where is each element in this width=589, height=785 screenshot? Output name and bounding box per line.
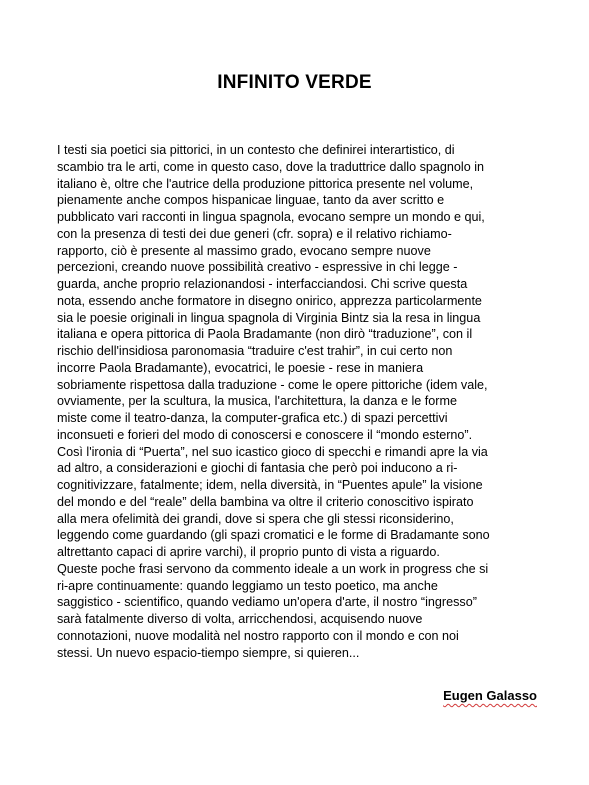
text-line: con la presenza di testi dei due generi (cfr. sopra) e il relativo richiamo- [57, 226, 452, 241]
text-line: sobriamente rispettosa dalla traduzione - come le opere pittoriche (idem vale, [57, 377, 488, 392]
text-line: inconsueti e forieri del modo di conoscersi e conoscere il “mondo esterno”. [57, 427, 473, 442]
text-line: sarà fatalmente diverso di volta, arricchendosi, acquisendo nuove [57, 612, 423, 626]
text-line: ovviamente, per la scultura, la musica, l'architettura, la danza e le forme [57, 394, 457, 409]
text-line: incorre Paola Bradamante), evocatrici, le poesie - rese in maniera [57, 360, 424, 375]
text-line: scambio tra le arti, come in questo caso, dove la traduttrice dallo spagnolo in [57, 159, 485, 174]
text-line: guarda, anche proprio relazionandosi - interfacciandosi. Chi scrive questa [57, 277, 468, 291]
body-paragraph [57, 142, 549, 661]
text-line: rischio dell'insidiosa paronomasia “traduire c'est trahir”, in cui certo non [57, 344, 453, 358]
text-line: saggistico - scientifico, quando vediamo un'opera d'arte, il nostro “ingresso” [57, 595, 477, 610]
text-line: miste come il teatro-danza, la computer-grafica etc.) di spazi percettivi [57, 411, 448, 425]
text-line: connotazioni, nuove modalità nel nostro rapporto con il mondo e con noi [57, 628, 459, 643]
text-line: percezioni, creando nuove possibilità creativo - espressive in chi legge - [57, 260, 458, 275]
text-line: del mondo e del “reale” della bambina va oltre il criterio conoscitivo ispirato [57, 494, 474, 509]
text-line: ad altro, a considerazioni e giochi di fantasia che però poi inducono a ri- [57, 461, 458, 476]
text-line: pienamente anche compos hispanicae linguae, tanto da aver scritto e [57, 193, 445, 208]
text-line: leggendo come guardando (gli spazi cromatici e le forme di Bradamante sono [57, 528, 490, 543]
text-line: Queste poche frasi servono da commento ideale a un work in progress che si [57, 561, 489, 576]
text-line: cognitivizzare, fatalmente; idem, nella diversità, in “Puentes apule” la visione [57, 478, 483, 492]
text-line: italiana e opera pittorica di Paola Bradamante (non dirò “traduzione”, con il [57, 327, 473, 342]
text-line: Così l'ironia di “Puerta”, nel suo icastico gioco di specchi e rimandi apre la via [57, 444, 488, 459]
document-title: INFINITO VERDE [217, 72, 372, 93]
text-line: pubblicato vari racconti in lingua spagnola, evocano sempre un mondo e qui, [57, 210, 485, 224]
text-line: ri-apre continuamente: quando leggiamo un testo poetico, ma anche [57, 578, 438, 593]
text-line: rapporto, ciò è presente al massimo grado, evocano sempre nuove [57, 243, 431, 258]
text-line: nota, essendo anche formatore in disegno onirico, apprezza particolarmente [57, 293, 482, 308]
author-signature: Eugen Galasso [443, 688, 537, 703]
text-line: italiano è, oltre che l'autrice della produzione pittorica presente nel volume, [57, 176, 474, 191]
text-line: altrettanto capaci di aprire varchi), il proprio punto di vista a riguardo. [57, 545, 440, 559]
text-line: stessi. Un nuevo espacio-tiempo siempre, si quieren... [57, 645, 360, 660]
text-line: alla mera ofelimità dei grandi, dove si spera che gli stessi riconsiderino, [57, 511, 454, 526]
text-line: sia le poesie originali in lingua spagnola di Virginia Bintz sia la resa in lingua [57, 310, 481, 325]
text-line: I testi sia poetici sia pittorici, in un contesto che definirei interartistico, di [57, 143, 455, 157]
